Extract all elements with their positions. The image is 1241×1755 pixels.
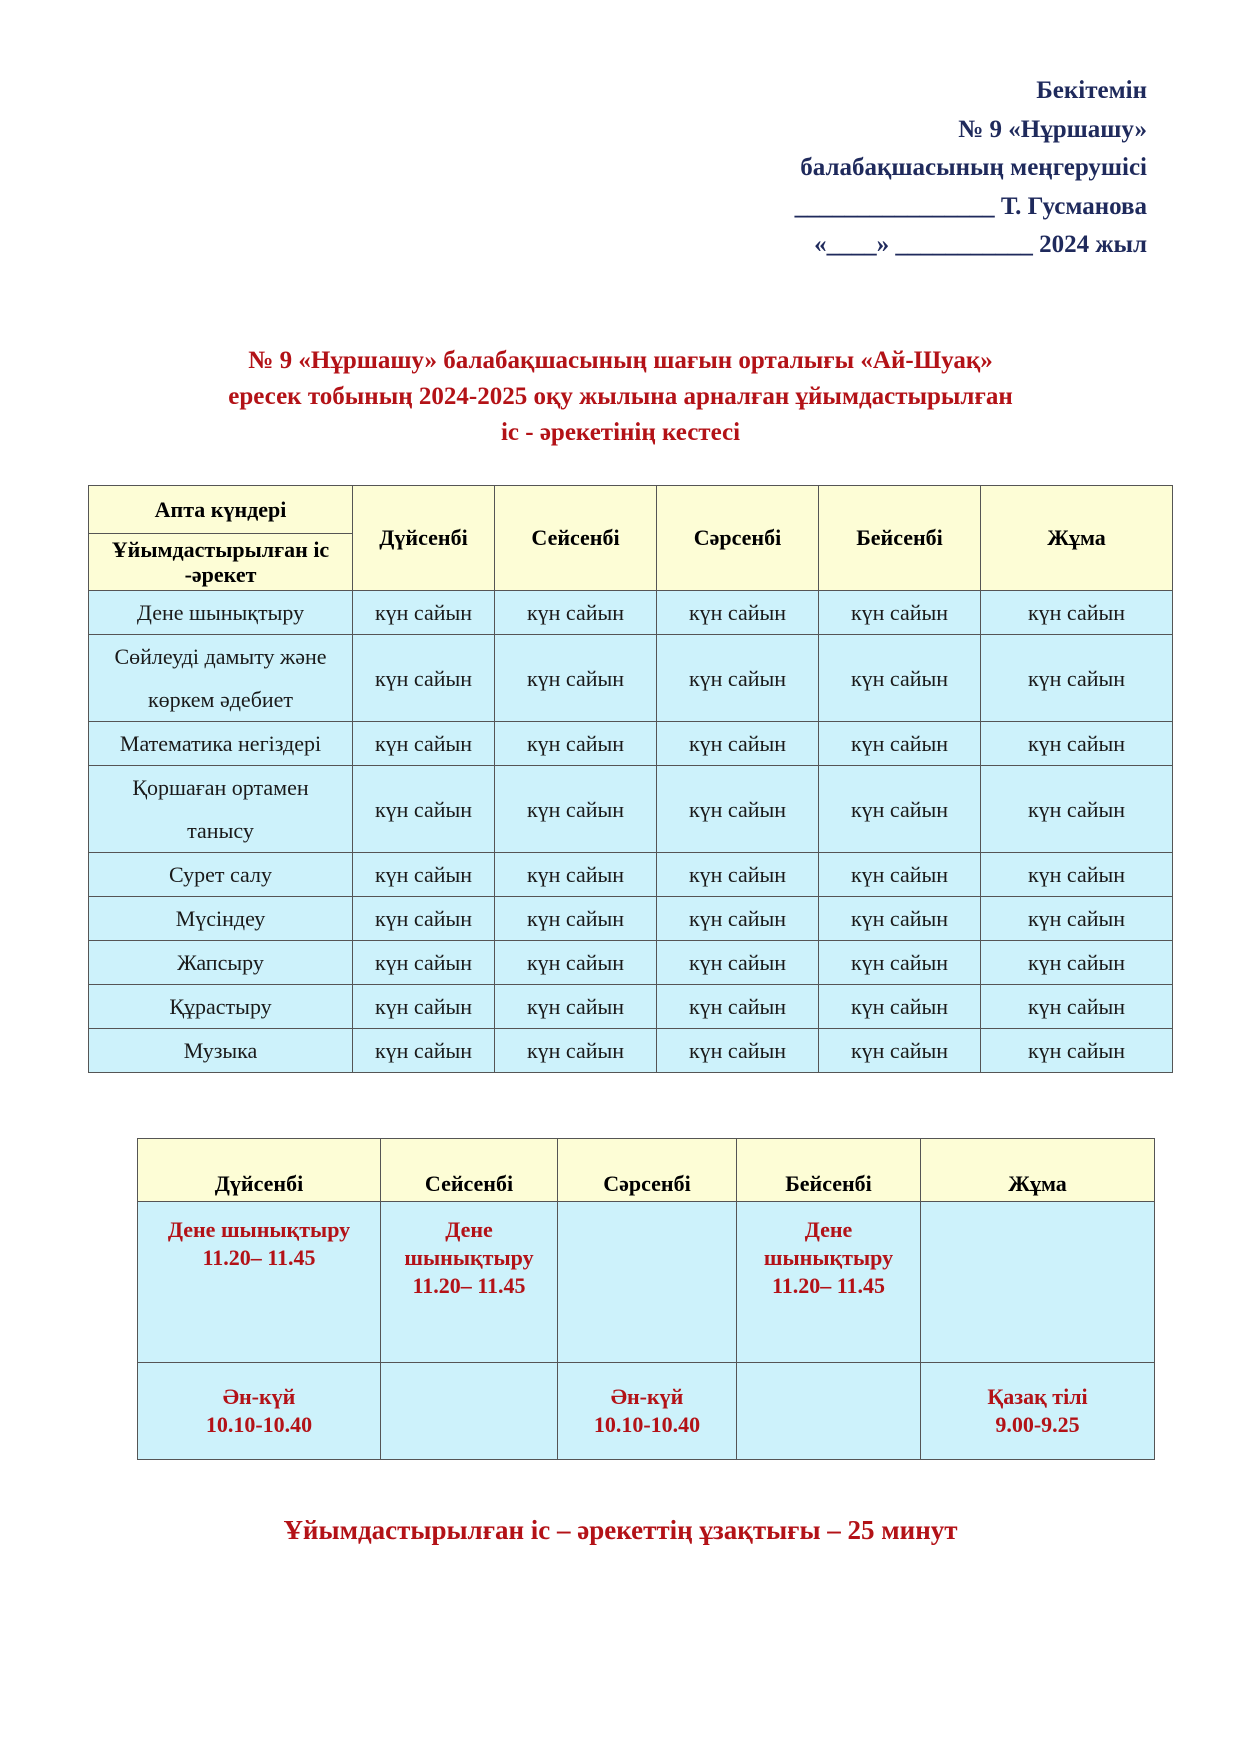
session-cell: [921, 1202, 1155, 1363]
timed-sessions-body: [138, 1202, 1155, 1460]
session-cell: [138, 1363, 381, 1460]
frequency-cell: күн сайын: [981, 591, 1173, 635]
activity-name: Сөйлеуді дамыту және көркем әдебиет: [89, 635, 353, 722]
table-row: [138, 1363, 1155, 1460]
frequency-cell: күн сайын: [353, 591, 495, 635]
frequency-cell: күн сайын: [657, 1029, 819, 1073]
table-row: [89, 941, 1173, 985]
frequency-cell: күн сайын: [819, 591, 981, 635]
frequency-cell: күн сайын: [495, 766, 657, 853]
frequency-cell: күн сайын: [353, 985, 495, 1029]
timed-sessions-table: [137, 1138, 1155, 1460]
table-row: [89, 722, 1173, 766]
document-title: [120, 343, 1121, 451]
session-time: 10.10-10.40: [593, 1412, 701, 1437]
frequency-cell: күн сайын: [657, 985, 819, 1029]
approval-line: балабақшасының меңгерушісі: [800, 154, 1147, 181]
session-cell: [737, 1363, 921, 1460]
session-time: 11.20– 11.45: [771, 1273, 886, 1298]
frequency-cell: күн сайын: [981, 985, 1173, 1029]
day-header: Сәрсенбі: [558, 1139, 737, 1202]
day-header: Сәрсенбі: [657, 486, 819, 591]
frequency-cell: күн сайын: [819, 1029, 981, 1073]
frequency-cell: күн сайын: [353, 897, 495, 941]
session-name: Дене шынықтыру: [167, 1217, 351, 1242]
title-line: ересек тобының 2024-2025 оқу жылына арналған ұйымдастырылған: [228, 383, 1013, 410]
frequency-cell: күн сайын: [495, 941, 657, 985]
frequency-cell: күн сайын: [657, 635, 819, 722]
activity-name: Мүсіндеу: [89, 897, 353, 941]
table-row: [89, 985, 1173, 1029]
table-row: [89, 853, 1173, 897]
table-row: [138, 1202, 1155, 1363]
session-cell: [921, 1363, 1155, 1460]
corner-header-days: Апта күндері: [89, 486, 353, 534]
frequency-cell: күн сайын: [981, 1029, 1173, 1073]
approval-date-line: «____» ___________ 2024 жыл: [814, 231, 1147, 258]
frequency-cell: күн сайын: [657, 766, 819, 853]
session-name: Ән-күй: [610, 1384, 684, 1409]
frequency-cell: күн сайын: [819, 635, 981, 722]
activity-name: Құрастыру: [89, 985, 353, 1029]
frequency-cell: күн сайын: [657, 941, 819, 985]
approval-line: № 9 «Нұршашу»: [958, 115, 1147, 143]
session-cell: [558, 1202, 737, 1363]
session-cell: [138, 1202, 381, 1363]
day-header: Сейсенбі: [381, 1139, 558, 1202]
session-cell: [558, 1363, 737, 1460]
table-row: [89, 897, 1173, 941]
frequency-cell: күн сайын: [495, 635, 657, 722]
frequency-cell: күн сайын: [353, 722, 495, 766]
weekly-activity-table: [88, 485, 1173, 1073]
frequency-cell: күн сайын: [353, 635, 495, 722]
title-line: іс - әрекетінің кестесі: [500, 419, 741, 446]
frequency-cell: күн сайын: [353, 853, 495, 897]
frequency-cell: күн сайын: [495, 853, 657, 897]
frequency-cell: күн сайын: [353, 766, 495, 853]
frequency-cell: күн сайын: [981, 722, 1173, 766]
frequency-cell: күн сайын: [981, 941, 1173, 985]
frequency-cell: күн сайын: [819, 766, 981, 853]
frequency-cell: күн сайын: [981, 897, 1173, 941]
day-header: Сейсенбі: [495, 486, 657, 591]
session-time: 11.20– 11.45: [202, 1245, 316, 1270]
frequency-cell: күн сайын: [495, 591, 657, 635]
frequency-cell: күн сайын: [819, 985, 981, 1029]
frequency-cell: күн сайын: [981, 853, 1173, 897]
frequency-cell: күн сайын: [981, 635, 1173, 722]
approval-signature-line: ________________ Т. Гусманова: [794, 192, 1147, 220]
corner-header-activity: Ұйымдастырылған іс -әрекет: [89, 534, 353, 591]
activity-name: Қоршаған ортамен танысу: [89, 766, 353, 853]
session-cell: [381, 1363, 558, 1460]
weekly-activity-body: [89, 591, 1173, 1073]
activity-name: Музыка: [89, 1029, 353, 1073]
session-name: Дене шынықтыру: [404, 1217, 534, 1270]
table-row: [89, 1029, 1173, 1073]
table-row: [89, 591, 1173, 635]
activity-name: Дене шынықтыру: [89, 591, 353, 635]
day-header: Дүйсенбі: [353, 486, 495, 591]
frequency-cell: күн сайын: [819, 853, 981, 897]
day-header: Бейсенбі: [737, 1139, 921, 1202]
day-header: Бейсенбі: [819, 486, 981, 591]
activity-name: Математика негіздері: [89, 722, 353, 766]
approval-line: Бекітемін: [1036, 77, 1147, 104]
day-header: Жұма: [981, 486, 1173, 591]
session-name: Ән-күй: [222, 1384, 296, 1409]
session-time: 10.10-10.40: [205, 1412, 313, 1437]
duration-note: Ұйымдастырылған іс – әрекеттің ұзақтығы – 25 минут: [283, 1515, 958, 1545]
frequency-cell: күн сайын: [657, 722, 819, 766]
activity-name: Сурет салу: [89, 853, 353, 897]
day-header: Жұма: [921, 1139, 1155, 1202]
frequency-cell: күн сайын: [495, 1029, 657, 1073]
frequency-cell: күн сайын: [353, 941, 495, 985]
session-cell: [381, 1202, 558, 1363]
session-time: 11.20– 11.45: [412, 1273, 526, 1298]
table-row: [89, 635, 1173, 722]
session-name: Дене шынықтыру: [763, 1217, 894, 1270]
frequency-cell: күн сайын: [819, 941, 981, 985]
frequency-cell: күн сайын: [495, 897, 657, 941]
table-row: [89, 766, 1173, 853]
title-line: № 9 «Нұршашу» балабақшасының шағын орталығы «Ай-Шуақ»: [248, 347, 993, 374]
day-header: Дүйсенбі: [138, 1139, 381, 1202]
frequency-cell: күн сайын: [819, 897, 981, 941]
session-time: 9.00-9.25: [995, 1412, 1080, 1437]
frequency-cell: күн сайын: [495, 722, 657, 766]
session-cell: [737, 1202, 921, 1363]
session-name: Қазақ тілі: [987, 1384, 1088, 1409]
frequency-cell: күн сайын: [495, 985, 657, 1029]
frequency-cell: күн сайын: [657, 897, 819, 941]
frequency-cell: күн сайын: [657, 591, 819, 635]
frequency-cell: күн сайын: [981, 766, 1173, 853]
frequency-cell: күн сайын: [657, 853, 819, 897]
frequency-cell: күн сайын: [819, 722, 981, 766]
frequency-cell: күн сайын: [353, 1029, 495, 1073]
approval-block: [687, 72, 1147, 265]
activity-name: Жапсыру: [89, 941, 353, 985]
